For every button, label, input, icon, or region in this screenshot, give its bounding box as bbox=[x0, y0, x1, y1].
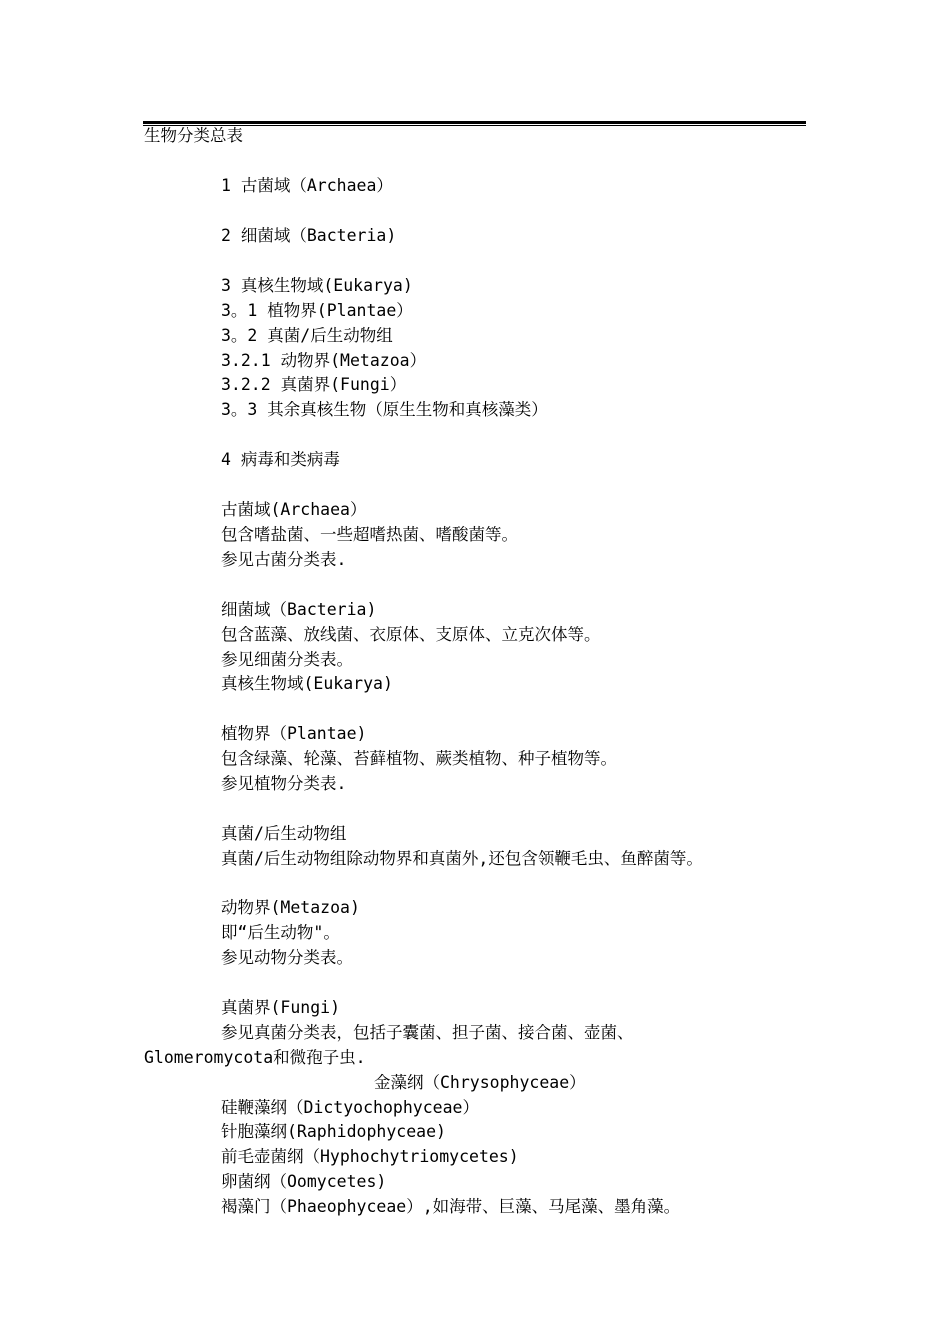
toc-item-viruses: 4 病毒和类病毒 bbox=[221, 450, 340, 469]
section-heading-metazoa: 动物界(Metazoa) bbox=[221, 898, 360, 917]
section-text-plantae: 包含绿藻、轮藻、苔藓植物、蕨类植物、种子植物等。 bbox=[221, 749, 617, 768]
section-ref-bacteria: 参见细菌分类表。 bbox=[221, 650, 353, 669]
class-dictyochophyceae: 硅鞭藻纲（Dictyochophyceae） bbox=[221, 1098, 479, 1117]
section-heading-fungi: 真菌界(Fungi) bbox=[221, 998, 341, 1017]
section-text-fungi-cont: Glomeromycota和微孢子虫. bbox=[144, 1048, 366, 1067]
class-chrysophyceae: 金藻纲（Chrysophyceae） bbox=[374, 1073, 586, 1092]
toc-item-fungi: 3.2.2 真菌界(Fungi） bbox=[221, 375, 407, 394]
class-raphidophyceae: 针胞藻纲(Raphidophyceae) bbox=[221, 1122, 446, 1141]
section-text-fungi-metazoa: 真菌/后生动物组除动物界和真菌外,还包含领鞭毛虫、鱼醉菌等。 bbox=[221, 849, 703, 868]
class-phaeophyceae: 褐藻门（Phaeophyceae）,如海带、巨藻、马尾藻、墨角藻。 bbox=[221, 1197, 681, 1216]
section-text-metazoa: 即“后生动物"。 bbox=[221, 923, 340, 942]
section-heading-plantae: 植物界（Plantae) bbox=[221, 724, 367, 743]
section-heading-bacteria: 细菌域（Bacteria) bbox=[221, 600, 377, 619]
toc-item-fungi-metazoa: 3。2 真菌/后生动物组 bbox=[221, 326, 393, 345]
toc-item-metazoa: 3.2.1 动物界(Metazoa） bbox=[221, 351, 427, 370]
section-ref-metazoa: 参见动物分类表。 bbox=[221, 948, 353, 967]
toc-item-archaea: 1 古菌域（Archaea） bbox=[221, 176, 393, 195]
class-hyphochytriomycetes: 前毛壶菌纲（Hyphochytriomycetes) bbox=[221, 1147, 519, 1166]
section-heading-fungi-metazoa: 真菌/后生动物组 bbox=[221, 824, 347, 843]
section-text-bacteria: 包含蓝藻、放线菌、衣原体、支原体、立克次体等。 bbox=[221, 625, 601, 644]
section-text-fungi: 参见真菌分类表，包括子囊菌、担子菌、接合菌、壶菌、 bbox=[221, 1023, 634, 1042]
toc-item-other-eukaryotes: 3。3 其余真核生物（原生生物和真核藻类） bbox=[221, 400, 548, 419]
section-heading-archaea: 古菌域(Archaea） bbox=[221, 500, 367, 519]
header-rule-thick bbox=[143, 121, 806, 124]
section-text-archaea: 包含嗜盐菌、一些超嗜热菌、嗜酸菌等。 bbox=[221, 525, 518, 544]
section-ref-plantae: 参见植物分类表. bbox=[221, 774, 347, 793]
document-title: 生物分类总表 bbox=[144, 126, 243, 145]
class-oomycetes: 卵菌纲（Oomycetes) bbox=[221, 1172, 387, 1191]
section-ref-archaea: 参见古菌分类表. bbox=[221, 550, 347, 569]
section-heading-eukarya: 真核生物域(Eukarya) bbox=[221, 674, 393, 693]
toc-item-plantae: 3。1 植物界(Plantae） bbox=[221, 301, 413, 320]
toc-item-eukarya: 3 真核生物域(Eukarya) bbox=[221, 276, 413, 295]
toc-item-bacteria: 2 细菌域（Bacteria) bbox=[221, 226, 397, 245]
